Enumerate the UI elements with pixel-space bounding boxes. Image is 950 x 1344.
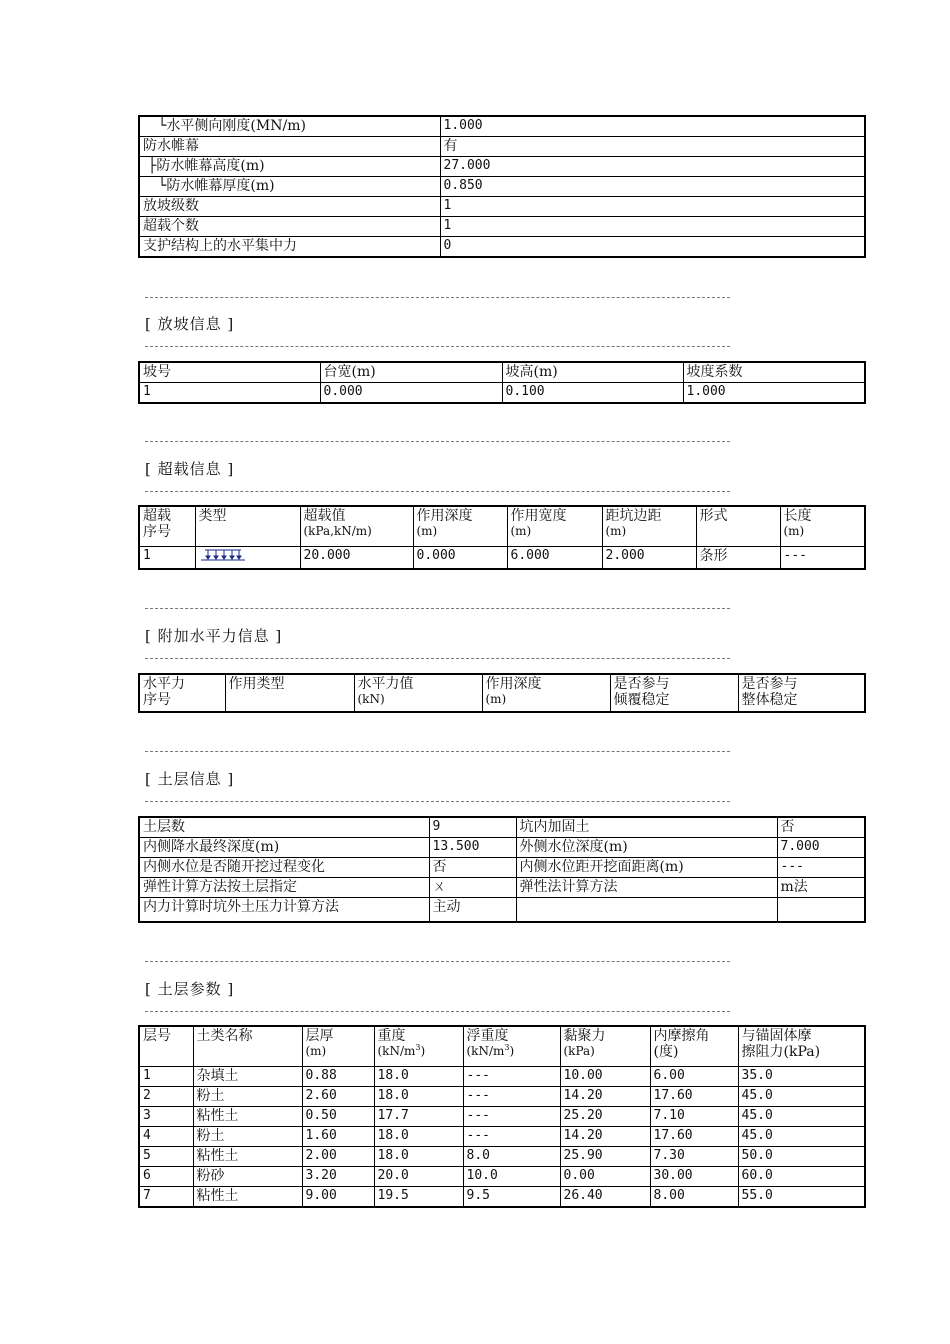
table-cell: 1.60 bbox=[302, 1126, 374, 1146]
table-cell: --- bbox=[463, 1126, 560, 1146]
section-heading-soil-params: [ 土层参数 ] bbox=[145, 980, 235, 998]
separator-line bbox=[145, 491, 730, 492]
table-cell: 0.50 bbox=[302, 1106, 374, 1126]
table-cell: 粉土 bbox=[193, 1086, 302, 1106]
table-cell: 粘性土 bbox=[193, 1186, 302, 1207]
table-cell: 50.0 bbox=[738, 1146, 865, 1166]
column-header: 坡度系数 bbox=[683, 362, 865, 383]
param-label: └水平侧向刚度(MN/m) bbox=[139, 116, 440, 137]
table-cell: 1 bbox=[139, 383, 320, 404]
column-header: 长度 (m) bbox=[780, 506, 865, 546]
param-label: 放坡级数 bbox=[139, 197, 440, 217]
table-cell: 杂填土 bbox=[193, 1066, 302, 1086]
column-header: 作用深度 (m) bbox=[413, 506, 507, 546]
table-cell: ㄨ bbox=[429, 878, 516, 898]
param-label: ├防水帷幕高度(m) bbox=[139, 157, 440, 177]
table-row bbox=[139, 197, 865, 217]
table-row bbox=[139, 217, 865, 237]
table-cell: 6 bbox=[139, 1166, 193, 1186]
table-cell bbox=[195, 546, 300, 569]
table-cell: 17.7 bbox=[374, 1106, 463, 1126]
separator-line bbox=[145, 297, 730, 298]
table-cell: 18.0 bbox=[374, 1086, 463, 1106]
table-row bbox=[139, 817, 865, 838]
table-cell: 7 bbox=[139, 1186, 193, 1207]
table-cell: 2.000 bbox=[602, 546, 696, 569]
table-cell: 内侧水位是否随开挖过程变化 bbox=[139, 858, 429, 878]
table-cell: 否 bbox=[429, 858, 516, 878]
table-cell: 8.00 bbox=[650, 1186, 738, 1207]
table-cell bbox=[777, 898, 865, 922]
table-cell: 1.000 bbox=[683, 383, 865, 404]
table-row bbox=[139, 137, 865, 157]
table-cell: 4 bbox=[139, 1126, 193, 1146]
column-header: 台宽(m) bbox=[320, 362, 502, 383]
table-cell: 7.10 bbox=[650, 1106, 738, 1126]
surcharge-table bbox=[138, 505, 866, 570]
table-row bbox=[139, 1186, 865, 1207]
table-cell: 18.0 bbox=[374, 1126, 463, 1146]
table-cell: 17.60 bbox=[650, 1126, 738, 1146]
table-cell: 3 bbox=[139, 1106, 193, 1126]
table-row bbox=[139, 177, 865, 197]
table-cell: 主动 bbox=[429, 898, 516, 922]
soil-params-table bbox=[138, 1025, 866, 1208]
table-cell: 7.000 bbox=[777, 838, 865, 858]
table-cell: 0.000 bbox=[413, 546, 507, 569]
param-label: 超载个数 bbox=[139, 217, 440, 237]
table-cell: 3.20 bbox=[302, 1166, 374, 1186]
param-label: 支护结构上的水平集中力 bbox=[139, 237, 440, 258]
table-cell: m法 bbox=[777, 878, 865, 898]
table-header-row bbox=[139, 506, 865, 546]
table-row bbox=[139, 546, 865, 569]
table-row bbox=[139, 1166, 865, 1186]
table-cell: 19.5 bbox=[374, 1186, 463, 1207]
table-row bbox=[139, 383, 865, 404]
table-row bbox=[139, 1146, 865, 1166]
table-cell: 粘性土 bbox=[193, 1106, 302, 1126]
table-cell: 10.00 bbox=[560, 1066, 650, 1086]
table-cell bbox=[516, 898, 777, 922]
table-cell: 60.0 bbox=[738, 1166, 865, 1186]
column-header: 水平力值 (kN) bbox=[354, 674, 482, 712]
column-header: 层厚 (m) bbox=[302, 1026, 374, 1066]
section-heading-horizontal-force: [ 附加水平力信息 ] bbox=[145, 627, 283, 645]
table-cell: 35.0 bbox=[738, 1066, 865, 1086]
section-heading-slope: [ 放坡信息 ] bbox=[145, 315, 235, 333]
column-header: 坡号 bbox=[139, 362, 320, 383]
column-header: 层号 bbox=[139, 1026, 193, 1066]
table-cell: 0.000 bbox=[320, 383, 502, 404]
table-cell: 17.60 bbox=[650, 1086, 738, 1106]
param-value: 27.000 bbox=[440, 157, 865, 177]
column-header: 内摩擦角 (度) bbox=[650, 1026, 738, 1066]
table-cell: 6.000 bbox=[507, 546, 602, 569]
table-cell: 45.0 bbox=[738, 1126, 865, 1146]
retaining-params-table bbox=[138, 115, 866, 258]
table-cell: 45.0 bbox=[738, 1086, 865, 1106]
table-row bbox=[139, 1086, 865, 1106]
column-header: 水平力 序号 bbox=[139, 674, 225, 712]
table-cell: 0.00 bbox=[560, 1166, 650, 1186]
column-header: 土类名称 bbox=[193, 1026, 302, 1066]
table-cell: 土层数 bbox=[139, 817, 429, 838]
table-cell: --- bbox=[463, 1066, 560, 1086]
table-cell: 0.88 bbox=[302, 1066, 374, 1086]
table-cell: 45.0 bbox=[738, 1106, 865, 1126]
column-header: 超载 序号 bbox=[139, 506, 195, 546]
table-cell: 13.500 bbox=[429, 838, 516, 858]
table-cell: 30.00 bbox=[650, 1166, 738, 1186]
table-cell: 8.0 bbox=[463, 1146, 560, 1166]
table-row bbox=[139, 838, 865, 858]
separator-line bbox=[145, 658, 730, 659]
separator-line bbox=[145, 751, 730, 752]
table-cell: 内侧水位距开挖面距离(m) bbox=[516, 858, 777, 878]
table-cell: 粉土 bbox=[193, 1126, 302, 1146]
column-header: 浮重度 $(kN/m^3)$ bbox=[463, 1026, 560, 1066]
param-value: 0 bbox=[440, 237, 865, 258]
table-cell: 粘性土 bbox=[193, 1146, 302, 1166]
table-cell: 18.0 bbox=[374, 1066, 463, 1086]
table-cell: 25.90 bbox=[560, 1146, 650, 1166]
table-row bbox=[139, 157, 865, 177]
distributed-load-icon bbox=[199, 548, 247, 566]
column-header: 距坑边距 (m) bbox=[602, 506, 696, 546]
table-cell: 2 bbox=[139, 1086, 193, 1106]
separator-line bbox=[145, 961, 730, 962]
separator-line bbox=[145, 1011, 730, 1012]
column-header: 类型 bbox=[195, 506, 300, 546]
table-header-row bbox=[139, 1026, 865, 1066]
column-header: 超载值 (kPa,kN/m) bbox=[300, 506, 413, 546]
param-value: 有 bbox=[440, 137, 865, 157]
table-cell: 2.60 bbox=[302, 1086, 374, 1106]
table-row bbox=[139, 237, 865, 258]
table-cell: 坑内加固土 bbox=[516, 817, 777, 838]
table-cell: 25.20 bbox=[560, 1106, 650, 1126]
table-row bbox=[139, 116, 865, 137]
table-cell: 9.5 bbox=[463, 1186, 560, 1207]
table-cell: 2.00 bbox=[302, 1146, 374, 1166]
table-cell: 弹性计算方法按土层指定 bbox=[139, 878, 429, 898]
table-cell: 1 bbox=[139, 546, 195, 569]
table-cell: 1 bbox=[139, 1066, 193, 1086]
table-cell: 5 bbox=[139, 1146, 193, 1166]
table-row bbox=[139, 898, 865, 922]
table-cell: 否 bbox=[777, 817, 865, 838]
table-cell: 9.00 bbox=[302, 1186, 374, 1207]
table-cell: 14.20 bbox=[560, 1086, 650, 1106]
param-label: 防水帷幕 bbox=[139, 137, 440, 157]
table-cell: 外侧水位深度(m) bbox=[516, 838, 777, 858]
table-cell: 55.0 bbox=[738, 1186, 865, 1207]
column-header: 作用宽度 (m) bbox=[507, 506, 602, 546]
table-cell: 条形 bbox=[696, 546, 780, 569]
table-cell: 弹性法计算方法 bbox=[516, 878, 777, 898]
table-cell: 内侧降水最终深度(m) bbox=[139, 838, 429, 858]
column-header: 重度 $(kN/m^3)$ bbox=[374, 1026, 463, 1066]
column-header: 形式 bbox=[696, 506, 780, 546]
param-value: 1 bbox=[440, 217, 865, 237]
table-cell: 6.00 bbox=[650, 1066, 738, 1086]
soil-info-table bbox=[138, 816, 866, 923]
table-cell: 0.100 bbox=[502, 383, 683, 404]
table-cell: --- bbox=[463, 1086, 560, 1106]
table-header-row bbox=[139, 674, 865, 712]
column-header: 是否参与 倾覆稳定 bbox=[610, 674, 738, 712]
table-row bbox=[139, 1066, 865, 1086]
column-header: 坡高(m) bbox=[502, 362, 683, 383]
table-cell: 20.0 bbox=[374, 1166, 463, 1186]
slope-table bbox=[138, 361, 866, 404]
separator-line bbox=[145, 608, 730, 609]
param-value: 1.000 bbox=[440, 116, 865, 137]
table-cell: 粉砂 bbox=[193, 1166, 302, 1186]
table-row bbox=[139, 878, 865, 898]
table-cell: --- bbox=[780, 546, 865, 569]
separator-line bbox=[145, 801, 730, 802]
horizontal-force-table bbox=[138, 673, 866, 713]
table-cell: 26.40 bbox=[560, 1186, 650, 1207]
table-cell: 10.0 bbox=[463, 1166, 560, 1186]
table-row bbox=[139, 1126, 865, 1146]
table-cell: 20.000 bbox=[300, 546, 413, 569]
table-cell: --- bbox=[463, 1106, 560, 1126]
column-header: 作用类型 bbox=[225, 674, 354, 712]
param-value: 0.850 bbox=[440, 177, 865, 197]
table-cell: 14.20 bbox=[560, 1126, 650, 1146]
separator-line bbox=[145, 346, 730, 347]
table-cell: 9 bbox=[429, 817, 516, 838]
table-header-row bbox=[139, 362, 865, 383]
table-row bbox=[139, 858, 865, 878]
table-cell: 7.30 bbox=[650, 1146, 738, 1166]
section-heading-soil-info: [ 土层信息 ] bbox=[145, 770, 235, 788]
param-label: └防水帷幕厚度(m) bbox=[139, 177, 440, 197]
param-value: 1 bbox=[440, 197, 865, 217]
table-cell: 18.0 bbox=[374, 1146, 463, 1166]
column-header: 与锚固体摩 擦阻力(kPa) bbox=[738, 1026, 865, 1066]
column-header: 作用深度 (m) bbox=[482, 674, 610, 712]
table-cell: --- bbox=[777, 858, 865, 878]
table-cell: 内力计算时坑外土压力计算方法 bbox=[139, 898, 429, 922]
column-header: 是否参与 整体稳定 bbox=[738, 674, 865, 712]
section-heading-surcharge: [ 超载信息 ] bbox=[145, 460, 235, 478]
separator-line bbox=[145, 441, 730, 442]
column-header: 黏聚力 (kPa) bbox=[560, 1026, 650, 1066]
table-row bbox=[139, 1106, 865, 1126]
